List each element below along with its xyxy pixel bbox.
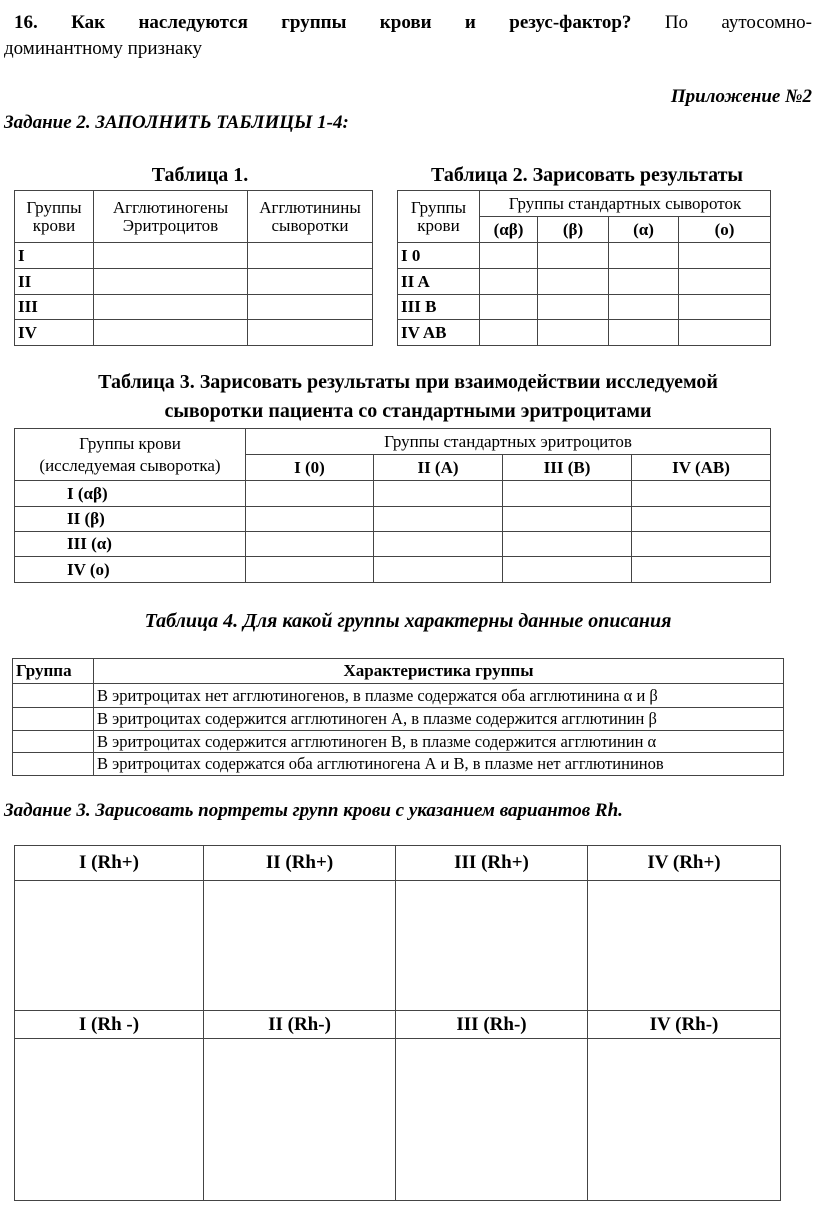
drawing-cell[interactable]	[204, 881, 396, 1011]
table-row	[15, 481, 771, 507]
table-row	[398, 269, 771, 295]
table1-header-agglutinins: Агглютинины сыворотки	[248, 191, 373, 243]
drawing-row	[15, 881, 781, 1011]
table-row	[15, 320, 373, 346]
erythro-header: I (0)	[246, 455, 374, 481]
drawing-cell[interactable]	[204, 1039, 396, 1201]
cell[interactable]	[480, 243, 538, 269]
cell[interactable]	[13, 708, 94, 731]
table4-header-characteristic: Характеристика группы	[94, 659, 784, 684]
table-row	[13, 684, 784, 708]
table-row	[15, 243, 373, 269]
rh-positive-header: II (Rh+)	[204, 846, 396, 881]
rh-positive-header: IV (Rh+)	[588, 846, 781, 881]
cell[interactable]	[632, 481, 771, 507]
table-row	[15, 507, 771, 532]
table3-header-group	[15, 429, 246, 481]
row-label: III	[15, 295, 94, 320]
cell[interactable]	[503, 532, 632, 557]
serum-header: (α)	[609, 217, 679, 243]
table-row	[13, 753, 784, 776]
cell[interactable]	[374, 507, 503, 532]
table3-header-erythro: Группы стандартных эритроцитов	[246, 429, 771, 455]
table1-header-group: Группы крови	[15, 191, 94, 243]
row-label: II (β)	[15, 507, 246, 532]
rh-positive-header: III (Rh+)	[396, 846, 588, 881]
cell[interactable]	[609, 243, 679, 269]
cell[interactable]	[13, 684, 94, 708]
cell[interactable]	[13, 753, 94, 776]
cell[interactable]	[679, 243, 771, 269]
cell[interactable]	[632, 507, 771, 532]
cell[interactable]	[94, 269, 248, 295]
answer-continuation: доминантному признаку	[4, 38, 203, 59]
cell[interactable]	[480, 269, 538, 295]
row-label: IV AB	[398, 320, 480, 346]
cell[interactable]	[480, 295, 538, 320]
rh-negative-header: I (Rh -)	[15, 1011, 204, 1039]
cell[interactable]	[609, 295, 679, 320]
row-label: III (α)	[15, 532, 246, 557]
drawing-cell[interactable]	[588, 1039, 781, 1201]
cell[interactable]	[94, 320, 248, 346]
table-row	[15, 532, 771, 557]
erythro-header: III (B)	[503, 455, 632, 481]
task2-title: Задание 2. ЗАПОЛНИТЬ ТАБЛИЦЫ 1-4:	[4, 112, 349, 133]
cell[interactable]	[246, 481, 374, 507]
table-row	[15, 295, 373, 320]
cell[interactable]	[248, 320, 373, 346]
row-label: II	[15, 269, 94, 295]
drawing-row	[15, 1039, 781, 1201]
table3-title-line2: сыворотки пациента со стандартными эритроцитами	[164, 400, 652, 422]
cell[interactable]	[248, 295, 373, 320]
cell[interactable]	[538, 269, 609, 295]
drawing-cell[interactable]	[396, 1039, 588, 1201]
cell[interactable]	[679, 320, 771, 346]
cell[interactable]	[248, 243, 373, 269]
cell[interactable]	[480, 320, 538, 346]
table-row	[398, 295, 771, 320]
header-line: Группы крови	[79, 433, 181, 453]
drawing-cell[interactable]	[15, 1039, 204, 1201]
rh-positive-header: I (Rh+)	[15, 846, 204, 881]
cell[interactable]	[13, 731, 94, 753]
row-label: I 0	[398, 243, 480, 269]
task3-title: Задание 3. Зарисовать портреты групп крови с указанием вариантов Rh.	[4, 800, 623, 821]
cell[interactable]	[374, 557, 503, 583]
characteristic: В эритроцитах нет агглютиногенов, в плазме содержатся оба агглютинина α и β	[94, 684, 784, 708]
table-row	[15, 557, 771, 583]
cell[interactable]	[679, 269, 771, 295]
cell[interactable]	[374, 532, 503, 557]
rh-negative-header: III (Rh-)	[396, 1011, 588, 1039]
table1-header-agglutinogens: Агглютиногены Эритроцитов	[94, 191, 248, 243]
cell[interactable]	[679, 295, 771, 320]
drawing-cell[interactable]	[396, 881, 588, 1011]
row-label: IV (o)	[15, 557, 246, 583]
row-label: III B	[398, 295, 480, 320]
table-row	[398, 320, 771, 346]
table3	[14, 428, 771, 583]
cell[interactable]	[374, 481, 503, 507]
row-label: I	[15, 243, 94, 269]
table-row	[398, 243, 771, 269]
question-line	[14, 12, 812, 34]
serum-header: (β)	[538, 217, 609, 243]
cell[interactable]	[632, 557, 771, 583]
cell[interactable]	[609, 320, 679, 346]
rh-negative-header: II (Rh-)	[204, 1011, 396, 1039]
table4-title: Таблица 4. Для какой группы характерны данные описания	[144, 610, 672, 632]
table2-header-group: Группы крови	[398, 191, 480, 243]
header-line: (исследуемая сыворотка)	[39, 455, 221, 475]
cell[interactable]	[246, 507, 374, 532]
serum-header: (o)	[679, 217, 771, 243]
cell[interactable]	[246, 557, 374, 583]
erythro-header: II (A)	[374, 455, 503, 481]
table3-title-line1: Таблица 3. Зарисовать результаты при взаимодействии исследуемой	[98, 371, 718, 393]
row-label: IV	[15, 320, 94, 346]
table-row	[15, 269, 373, 295]
table1-title: Таблица 1.	[151, 164, 249, 186]
drawing-cell[interactable]	[588, 881, 781, 1011]
cell[interactable]	[503, 481, 632, 507]
cell[interactable]	[538, 295, 609, 320]
table2-title: Таблица 2. Зарисовать результаты	[430, 164, 744, 186]
rh-negative-header: IV (Rh-)	[588, 1011, 781, 1039]
appendix-label: Приложение №2	[670, 86, 812, 107]
table2-header-sera: Группы стандартных сывороток	[480, 191, 771, 217]
cell[interactable]	[248, 269, 373, 295]
row-label: II A	[398, 269, 480, 295]
cell[interactable]	[94, 295, 248, 320]
table2	[397, 190, 771, 346]
answer-text: По аутосомно-	[664, 12, 812, 33]
cell[interactable]	[246, 532, 374, 557]
cell[interactable]	[503, 557, 632, 583]
table5	[14, 845, 781, 1201]
characteristic: В эритроцитах содержится агглютиноген А, в плазме содержится агглютинин β	[94, 708, 784, 731]
serum-header: (αβ)	[480, 217, 538, 243]
cell[interactable]	[94, 243, 248, 269]
question-text: 16. Как наследуются группы крови и резус-фактор?	[14, 12, 632, 33]
cell[interactable]	[538, 243, 609, 269]
table1	[14, 190, 373, 346]
table-row	[13, 731, 784, 753]
characteristic: В эритроцитах содержится агглютиноген В, в плазме содержится агглютинин α	[94, 731, 784, 753]
erythro-header: IV (AB)	[632, 455, 771, 481]
table4-header-group: Группа	[13, 659, 94, 684]
table4	[12, 658, 784, 776]
cell[interactable]	[632, 532, 771, 557]
row-label: I (αβ)	[15, 481, 246, 507]
drawing-cell[interactable]	[15, 881, 204, 1011]
cell[interactable]	[503, 507, 632, 532]
table-row	[13, 708, 784, 731]
characteristic: В эритроцитах содержатся оба агглютиногена А и В, в плазме нет агглютининов	[94, 753, 784, 776]
cell[interactable]	[609, 269, 679, 295]
cell[interactable]	[538, 320, 609, 346]
